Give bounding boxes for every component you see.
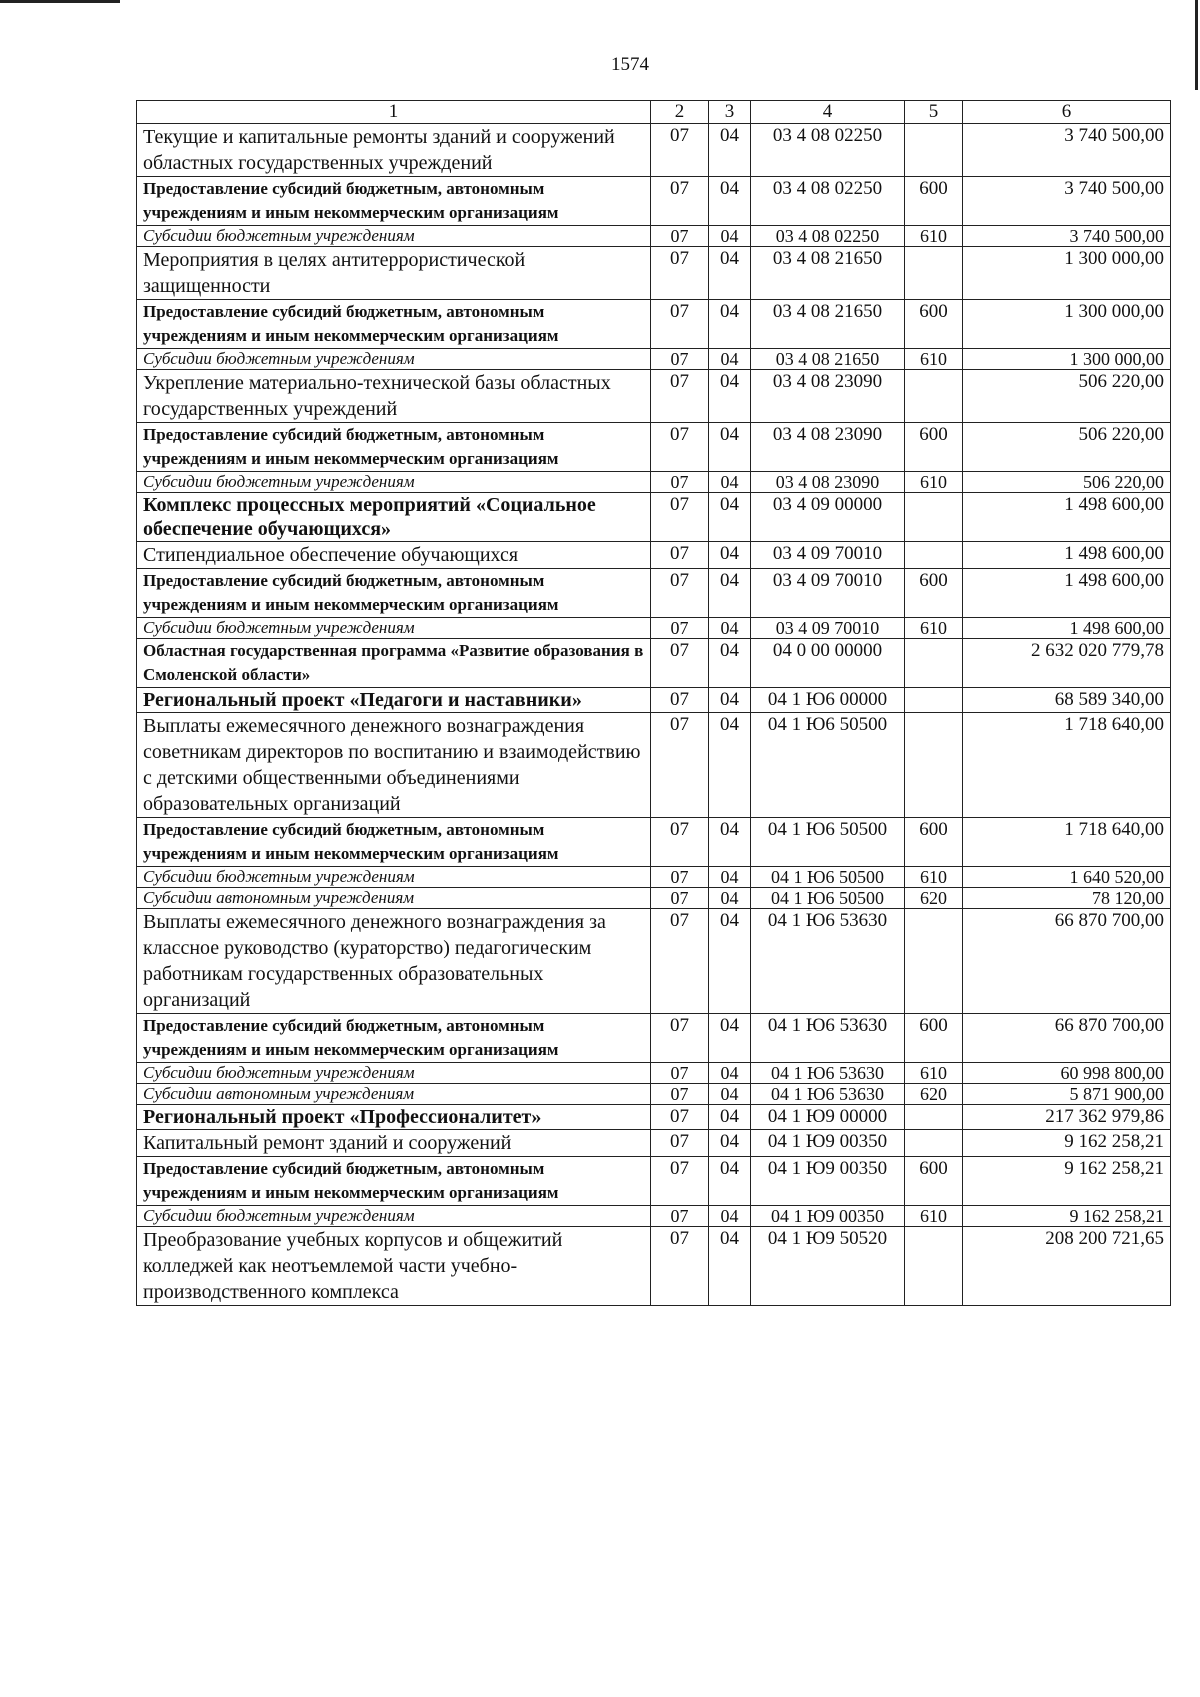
row-amount-cell: 78 120,00 (963, 888, 1171, 909)
row-amount-cell: 3 740 500,00 (963, 124, 1171, 177)
header-cell-subsection: 3 (709, 101, 751, 124)
row-expense-type-cell (905, 247, 963, 300)
row-name-cell: Преобразование учебных корпусов и общежитий колледжей как неотъемлемой части учебно-производственного комплекса (137, 1227, 651, 1306)
header-row (137, 101, 1171, 124)
row-amount-cell: 1 498 600,00 (963, 542, 1171, 569)
row-name-cell: Предоставление субсидий бюджетным, автономным учреждениям и иным некоммерческим организациям (137, 300, 651, 349)
row-subsection-cell: 04 (709, 423, 751, 472)
table-row (137, 639, 1171, 688)
row-subsection-cell: 04 (709, 1084, 751, 1105)
row-expense-type-cell (905, 713, 963, 818)
row-expense-type-cell (905, 909, 963, 1014)
row-expense-type-cell: 610 (905, 349, 963, 370)
row-name-cell: Субсидии бюджетным учреждениям (137, 472, 651, 493)
table-row (137, 1063, 1171, 1084)
row-section-cell: 07 (651, 713, 709, 818)
row-expense-type-cell (905, 542, 963, 569)
row-section-cell: 07 (651, 639, 709, 688)
table-row (137, 818, 1171, 867)
table-row (137, 867, 1171, 888)
row-subsection-cell: 04 (709, 569, 751, 618)
table-header (137, 101, 1171, 124)
table-row (137, 618, 1171, 639)
row-target-article-cell: 03 4 09 70010 (751, 542, 905, 569)
header-cell-section: 2 (651, 101, 709, 124)
row-target-article-cell: 03 4 09 70010 (751, 569, 905, 618)
row-amount-cell: 506 220,00 (963, 423, 1171, 472)
row-section-cell: 07 (651, 818, 709, 867)
table-row (137, 493, 1171, 542)
table-row (137, 1130, 1171, 1157)
row-expense-type-cell: 600 (905, 1157, 963, 1206)
row-amount-cell: 1 300 000,00 (963, 300, 1171, 349)
row-amount-cell: 1 718 640,00 (963, 818, 1171, 867)
row-expense-type-cell: 600 (905, 300, 963, 349)
row-subsection-cell: 04 (709, 1063, 751, 1084)
row-section-cell: 07 (651, 370, 709, 423)
row-section-cell: 07 (651, 177, 709, 226)
row-amount-cell: 1 640 520,00 (963, 867, 1171, 888)
row-section-cell: 07 (651, 909, 709, 1014)
row-target-article-cell: 04 1 Ю6 00000 (751, 688, 905, 713)
table-row (137, 177, 1171, 226)
row-amount-cell: 3 740 500,00 (963, 177, 1171, 226)
row-amount-cell: 9 162 258,21 (963, 1206, 1171, 1227)
row-subsection-cell: 04 (709, 177, 751, 226)
row-section-cell: 07 (651, 888, 709, 909)
row-section-cell: 07 (651, 1157, 709, 1206)
row-expense-type-cell: 620 (905, 888, 963, 909)
table-row (137, 247, 1171, 300)
row-section-cell: 07 (651, 349, 709, 370)
row-target-article-cell: 04 1 Ю9 00350 (751, 1206, 905, 1227)
row-subsection-cell: 04 (709, 226, 751, 247)
row-section-cell: 07 (651, 867, 709, 888)
row-subsection-cell: 04 (709, 247, 751, 300)
row-subsection-cell: 04 (709, 909, 751, 1014)
row-expense-type-cell (905, 1227, 963, 1306)
row-target-article-cell: 04 1 Ю6 53630 (751, 1084, 905, 1105)
row-section-cell: 07 (651, 1063, 709, 1084)
row-name-cell: Региональный проект «Профессионалитет» (137, 1105, 651, 1130)
row-name-cell: Предоставление субсидий бюджетным, автономным учреждениям и иным некоммерческим организациям (137, 1157, 651, 1206)
row-target-article-cell: 04 1 Ю6 50500 (751, 818, 905, 867)
row-amount-cell: 506 220,00 (963, 370, 1171, 423)
table-row (137, 1105, 1171, 1130)
row-expense-type-cell (905, 493, 963, 542)
row-name-cell: Комплекс процессных мероприятий «Социальное обеспечение обучающихся» (137, 493, 651, 542)
row-expense-type-cell: 610 (905, 618, 963, 639)
row-expense-type-cell: 600 (905, 1014, 963, 1063)
table-row (137, 472, 1171, 493)
row-amount-cell: 66 870 700,00 (963, 909, 1171, 1014)
row-subsection-cell: 04 (709, 688, 751, 713)
row-subsection-cell: 04 (709, 370, 751, 423)
row-section-cell: 07 (651, 1206, 709, 1227)
row-amount-cell: 1 718 640,00 (963, 713, 1171, 818)
row-name-cell: Субсидии автономным учреждениям (137, 1084, 651, 1105)
row-expense-type-cell: 600 (905, 569, 963, 618)
row-section-cell: 07 (651, 1014, 709, 1063)
table-row (137, 300, 1171, 349)
row-amount-cell: 9 162 258,21 (963, 1130, 1171, 1157)
row-subsection-cell: 04 (709, 618, 751, 639)
row-amount-cell: 2 632 020 779,78 (963, 639, 1171, 688)
row-subsection-cell: 04 (709, 300, 751, 349)
row-target-article-cell: 03 4 08 02250 (751, 226, 905, 247)
row-subsection-cell: 04 (709, 1227, 751, 1306)
table-body (137, 124, 1171, 1306)
table-row (137, 1084, 1171, 1105)
row-section-cell: 07 (651, 1084, 709, 1105)
table-row (137, 888, 1171, 909)
row-subsection-cell: 04 (709, 1130, 751, 1157)
row-section-cell: 07 (651, 1130, 709, 1157)
row-subsection-cell: 04 (709, 542, 751, 569)
table-row (137, 1227, 1171, 1306)
row-target-article-cell: 03 4 09 00000 (751, 493, 905, 542)
row-name-cell: Выплаты ежемесячного денежного вознаграждения за классное руководство (кураторство) педагогическим работникам государственных образовательных организаций (137, 909, 651, 1014)
header-cell-expense-type: 5 (905, 101, 963, 124)
row-subsection-cell: 04 (709, 639, 751, 688)
row-name-cell: Мероприятия в целях антитеррористической защищенности (137, 247, 651, 300)
row-amount-cell: 1 300 000,00 (963, 349, 1171, 370)
table-row (137, 688, 1171, 713)
row-section-cell: 07 (651, 472, 709, 493)
row-target-article-cell: 04 1 Ю9 00350 (751, 1130, 905, 1157)
row-expense-type-cell: 620 (905, 1084, 963, 1105)
row-amount-cell: 3 740 500,00 (963, 226, 1171, 247)
row-subsection-cell: 04 (709, 124, 751, 177)
table-row (137, 1157, 1171, 1206)
header-cell-name: 1 (137, 101, 651, 124)
row-subsection-cell: 04 (709, 888, 751, 909)
row-section-cell: 07 (651, 300, 709, 349)
row-expense-type-cell (905, 1105, 963, 1130)
row-amount-cell: 1 498 600,00 (963, 493, 1171, 542)
row-subsection-cell: 04 (709, 1014, 751, 1063)
row-name-cell: Субсидии бюджетным учреждениям (137, 867, 651, 888)
row-target-article-cell: 03 4 08 23090 (751, 370, 905, 423)
row-name-cell: Региональный проект «Педагоги и наставники» (137, 688, 651, 713)
row-section-cell: 07 (651, 688, 709, 713)
table-row (137, 713, 1171, 818)
row-amount-cell: 9 162 258,21 (963, 1157, 1171, 1206)
row-target-article-cell: 04 1 Ю9 50520 (751, 1227, 905, 1306)
row-expense-type-cell (905, 688, 963, 713)
table-row (137, 542, 1171, 569)
row-target-article-cell: 04 0 00 00000 (751, 639, 905, 688)
row-amount-cell: 66 870 700,00 (963, 1014, 1171, 1063)
row-name-cell: Предоставление субсидий бюджетным, автономным учреждениям и иным некоммерческим организациям (137, 818, 651, 867)
row-expense-type-cell: 610 (905, 867, 963, 888)
table-row (137, 569, 1171, 618)
row-expense-type-cell: 600 (905, 818, 963, 867)
row-expense-type-cell: 610 (905, 1063, 963, 1084)
row-amount-cell: 506 220,00 (963, 472, 1171, 493)
row-amount-cell: 217 362 979,86 (963, 1105, 1171, 1130)
table-row (137, 423, 1171, 472)
row-amount-cell: 5 871 900,00 (963, 1084, 1171, 1105)
table-row (137, 370, 1171, 423)
table-row (137, 909, 1171, 1014)
row-target-article-cell: 03 4 08 21650 (751, 349, 905, 370)
row-expense-type-cell: 610 (905, 1206, 963, 1227)
row-target-article-cell: 03 4 08 23090 (751, 472, 905, 493)
row-target-article-cell: 03 4 09 70010 (751, 618, 905, 639)
row-subsection-cell: 04 (709, 1157, 751, 1206)
table-row (137, 349, 1171, 370)
row-subsection-cell: 04 (709, 818, 751, 867)
row-amount-cell: 60 998 800,00 (963, 1063, 1171, 1084)
row-target-article-cell: 04 1 Ю6 50500 (751, 867, 905, 888)
row-subsection-cell: 04 (709, 1206, 751, 1227)
row-expense-type-cell: 600 (905, 423, 963, 472)
row-target-article-cell: 04 1 Ю6 53630 (751, 1063, 905, 1084)
row-expense-type-cell: 610 (905, 472, 963, 493)
row-section-cell: 07 (651, 569, 709, 618)
scan-edge-right (1195, 0, 1198, 90)
row-expense-type-cell (905, 639, 963, 688)
row-target-article-cell: 04 1 Ю6 53630 (751, 1014, 905, 1063)
row-name-cell: Предоставление субсидий бюджетным, автономным учреждениям и иным некоммерческим организациям (137, 177, 651, 226)
row-expense-type-cell (905, 124, 963, 177)
row-name-cell: Капитальный ремонт зданий и сооружений (137, 1130, 651, 1157)
row-name-cell: Предоставление субсидий бюджетным, автономным учреждениям и иным некоммерческим организациям (137, 569, 651, 618)
row-target-article-cell: 03 4 08 02250 (751, 177, 905, 226)
budget-table (136, 100, 1171, 1306)
row-name-cell: Стипендиальное обеспечение обучающихся (137, 542, 651, 569)
row-amount-cell: 1 498 600,00 (963, 618, 1171, 639)
row-name-cell: Субсидии бюджетным учреждениям (137, 226, 651, 247)
row-subsection-cell: 04 (709, 713, 751, 818)
row-expense-type-cell (905, 370, 963, 423)
row-name-cell: Выплаты ежемесячного денежного вознаграждения советникам директоров по воспитанию и взаимодействию с детскими общественными объединениями образовательных организаций (137, 713, 651, 818)
row-name-cell: Предоставление субсидий бюджетным, автономным учреждениям и иным некоммерческим организациям (137, 423, 651, 472)
header-cell-target-article: 4 (751, 101, 905, 124)
row-target-article-cell: 04 1 Ю6 50500 (751, 888, 905, 909)
scan-edge-top (0, 0, 120, 3)
row-section-cell: 07 (651, 247, 709, 300)
page-number: 1574 (611, 54, 649, 75)
row-section-cell: 07 (651, 226, 709, 247)
row-subsection-cell: 04 (709, 493, 751, 542)
table-row (137, 1206, 1171, 1227)
row-section-cell: 07 (651, 493, 709, 542)
row-subsection-cell: 04 (709, 472, 751, 493)
row-name-cell: Субсидии бюджетным учреждениям (137, 349, 651, 370)
table-row (137, 124, 1171, 177)
row-target-article-cell: 04 1 Ю9 00000 (751, 1105, 905, 1130)
row-section-cell: 07 (651, 1227, 709, 1306)
row-amount-cell: 68 589 340,00 (963, 688, 1171, 713)
row-section-cell: 07 (651, 124, 709, 177)
row-expense-type-cell (905, 1130, 963, 1157)
row-name-cell: Субсидии бюджетным учреждениям (137, 1206, 651, 1227)
row-name-cell: Субсидии автономным учреждениям (137, 888, 651, 909)
row-target-article-cell: 04 1 Ю9 00350 (751, 1157, 905, 1206)
row-target-article-cell: 03 4 08 23090 (751, 423, 905, 472)
row-amount-cell: 208 200 721,65 (963, 1227, 1171, 1306)
row-subsection-cell: 04 (709, 349, 751, 370)
row-amount-cell: 1 300 000,00 (963, 247, 1171, 300)
row-name-cell: Укрепление материально-технической базы областных государственных учреждений (137, 370, 651, 423)
row-name-cell: Субсидии бюджетным учреждениям (137, 1063, 651, 1084)
row-target-article-cell: 03 4 08 21650 (751, 300, 905, 349)
row-target-article-cell: 04 1 Ю6 50500 (751, 713, 905, 818)
row-target-article-cell: 03 4 08 02250 (751, 124, 905, 177)
row-section-cell: 07 (651, 618, 709, 639)
row-name-cell: Областная государственная программа «Развитие образования в Смоленской области» (137, 639, 651, 688)
row-name-cell: Текущие и капитальные ремонты зданий и сооружений областных государственных учреждений (137, 124, 651, 177)
row-section-cell: 07 (651, 423, 709, 472)
row-name-cell: Субсидии бюджетным учреждениям (137, 618, 651, 639)
row-expense-type-cell: 610 (905, 226, 963, 247)
row-name-cell: Предоставление субсидий бюджетным, автономным учреждениям и иным некоммерческим организациям (137, 1014, 651, 1063)
row-subsection-cell: 04 (709, 867, 751, 888)
row-section-cell: 07 (651, 1105, 709, 1130)
row-amount-cell: 1 498 600,00 (963, 569, 1171, 618)
row-section-cell: 07 (651, 542, 709, 569)
row-expense-type-cell: 600 (905, 177, 963, 226)
table-row (137, 226, 1171, 247)
row-target-article-cell: 03 4 08 21650 (751, 247, 905, 300)
row-target-article-cell: 04 1 Ю6 53630 (751, 909, 905, 1014)
header-cell-amount: 6 (963, 101, 1171, 124)
row-subsection-cell: 04 (709, 1105, 751, 1130)
table-row (137, 1014, 1171, 1063)
